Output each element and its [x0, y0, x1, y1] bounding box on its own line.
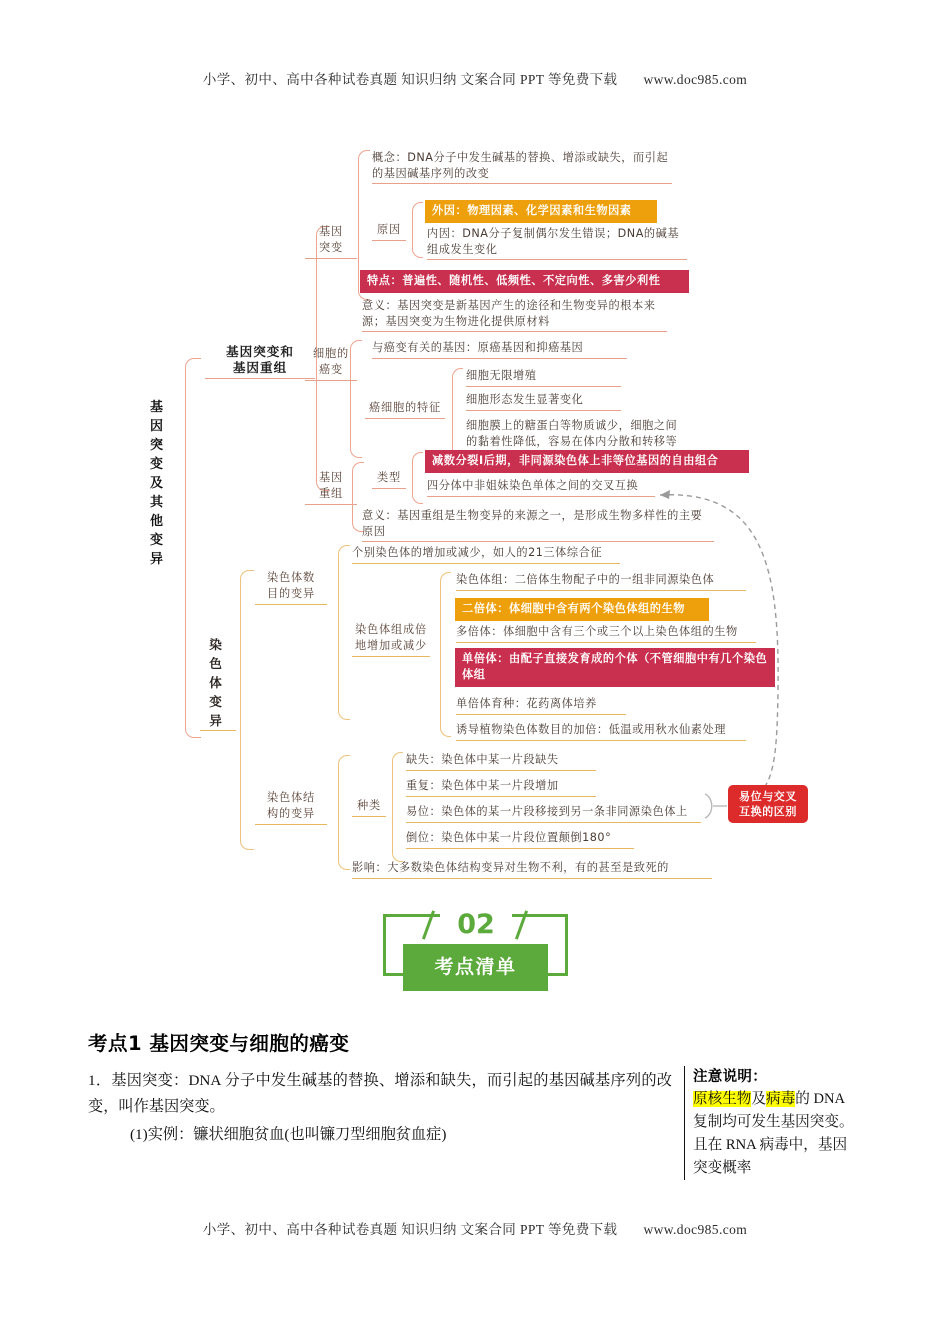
sub-chrom-structure: 染色体结 构的变异 — [255, 790, 327, 825]
running-head — [0, 68, 950, 88]
paragraph-example — [88, 1122, 672, 1148]
row-deletion: 缺失：染色体中某一片段缺失 — [406, 752, 596, 771]
mindmap-root-label: 基 因 突 变 及 其 他 变 异 — [149, 400, 164, 567]
chrom-number-rows-bracket — [338, 545, 350, 720]
note-highlight-virus: 病毒 — [766, 1091, 796, 1107]
chrom-set-bracket — [440, 572, 451, 737]
label-chrom-set-multiply: 染色体组成倍 地增加或减少 — [352, 622, 430, 657]
row-inversion: 倒位：染色体中某一片段位置颠倒180° — [406, 830, 634, 849]
row-diploid: 二倍体：体细胞中含有两个染色体组的生物 — [455, 598, 709, 621]
section-banner — [0, 900, 950, 1010]
row-induce-double: 诱导植物染色体数目的加倍：低温或用秋水仙素处理 — [456, 722, 746, 741]
note-body — [693, 1088, 856, 1180]
cause-bracket — [412, 202, 423, 258]
row-concept: 概念：DNA分子中发生碱基的替换、增添或缺失，而引起的基因碱基序列的改变 — [372, 150, 672, 184]
row-cancer-f3: 细胞膜上的糖蛋白等物质诚少，细胞之间的黏着性降低，容易在体内分散和转移等 — [466, 418, 681, 452]
label-recomb-type: 类型 — [372, 470, 406, 489]
label-cause: 原因 — [372, 222, 406, 241]
running-head-text: 小学、初中、高中各种试卷真题 知识归纳 文案合同 PPT 等免费下载 — [202, 72, 618, 87]
paragraph-gene-mutation-definition: 1．基因突变：DNA 分子中发生碱基的替换、增添和缺失，而引起的基因碱基序列的改变，叫作基因突变。 — [88, 1072, 672, 1115]
paragraph-example-text: (1)实例：镰状细胞贫血(也叫镰刀型细胞贫血症) — [130, 1126, 447, 1143]
root-bracket — [185, 358, 201, 738]
running-foot-url: www.doc985.com — [643, 1222, 748, 1237]
cancer-feature-bracket — [452, 368, 463, 458]
row-translocation: 易位：染色体的某一片段移接到另一条非同源染色体上 — [406, 804, 701, 823]
chrom-structure-rows-bracket — [338, 755, 350, 870]
branch-gene-mutation-recomb: 基因突变和 基因重组 — [205, 344, 315, 379]
row-haploid: 单倍体：由配子直接发育成的个体（不管细胞中有几个染色体组 — [455, 648, 775, 687]
row-recomb-t1: 减数分裂I后期，非同源染色体上非等位基因的自由组合 — [425, 450, 749, 473]
row-recomb-t2: 四分体中非姐妹染色单体之间的交叉互换 — [427, 478, 655, 497]
sub-cell-cancer: 细胞的 癌变 — [305, 346, 357, 381]
sub-gene-recomb: 基因 重组 — [305, 470, 357, 505]
running-foot — [0, 1218, 950, 1238]
sub-gene-mutation: 基因 突变 — [305, 224, 357, 259]
struct-kinds-bracket — [392, 752, 403, 862]
branch2-bracket — [240, 570, 254, 850]
row-chrom-set: 染色体组：二倍体生物配子中的一组非同源染色体 — [456, 572, 746, 591]
row-chrom-individual: 个别染色体的增加或减少，如人的21三体综合征 — [352, 545, 620, 564]
cancer-rows-bracket — [350, 340, 362, 458]
recomb-type-bracket — [412, 452, 423, 504]
note-mid: 及 — [751, 1091, 766, 1107]
branch-chromosome-variation: 染 色 体 变 异 — [209, 637, 223, 728]
row-polyploid: 多倍体：体细胞中含有三个或三个以上染色体组的生物 — [456, 624, 756, 643]
label-cancer-features: 癌细胞的特征 — [365, 400, 445, 419]
sub-chrom-number: 染色体数 目的变异 — [255, 570, 327, 605]
row-mutation-meaning: 意义：基因突变是新基因产生的途径和生物变异的根本来源；基因突变为生物进化提供原材料 — [362, 298, 667, 332]
note-rest: 的 DNA 复制均可发生基因突变。且在 RNA 病毒中，基因突变概率 — [693, 1091, 854, 1176]
banner-label: 考点清单 — [403, 944, 548, 991]
mindmap — [0, 130, 950, 890]
row-haploid-breeding: 单倍体育种：花药离体培养 — [456, 696, 626, 715]
row-cause-external: 外因：物理因素、化学因素和生物因素 — [425, 200, 657, 223]
row-cause-internal: 内因：DNA分子复制偶尔发生错误；DNA的碱基组成发生变化 — [427, 226, 687, 260]
row-cancer-genes: 与癌变有关的基因：原癌基因和抑癌基因 — [372, 340, 627, 359]
note-highlight-prokaryote: 原核生物 — [693, 1091, 752, 1107]
row-recomb-meaning: 意义：基因重组是生物变异的来源之一，是形成生物多样性的主要原因 — [362, 508, 714, 542]
note-title: 注意说明： — [693, 1069, 767, 1085]
row-cancer-f2: 细胞形态发生显著变化 — [466, 392, 621, 411]
row-duplication: 重复：染色体中某一片段增加 — [406, 778, 596, 797]
branch2-underline — [200, 730, 236, 731]
running-foot-text: 小学、初中、高中各种试卷真题 知识归纳 文案合同 PPT 等免费下载 — [202, 1222, 618, 1237]
row-cancer-f1: 细胞无限增殖 — [466, 368, 621, 387]
callout-translocation-vs-crossover: 易位与交叉 互换的区别 — [728, 785, 808, 823]
label-struct-kinds: 种类 — [352, 798, 386, 817]
page-title: 考点1 基因突变与细胞的癌变 — [88, 1032, 350, 1055]
banner-number: 02 — [440, 908, 512, 942]
row-mutation-features: 特点：普遍性、随机性、低频性、不定向性、多害少利性 — [360, 270, 689, 293]
note-box — [684, 1066, 856, 1180]
row-struct-effect: 影响：大多数染色体结构变异对生物不利，有的甚至是致死的 — [352, 860, 712, 879]
running-head-url: www.doc985.com — [643, 72, 748, 87]
